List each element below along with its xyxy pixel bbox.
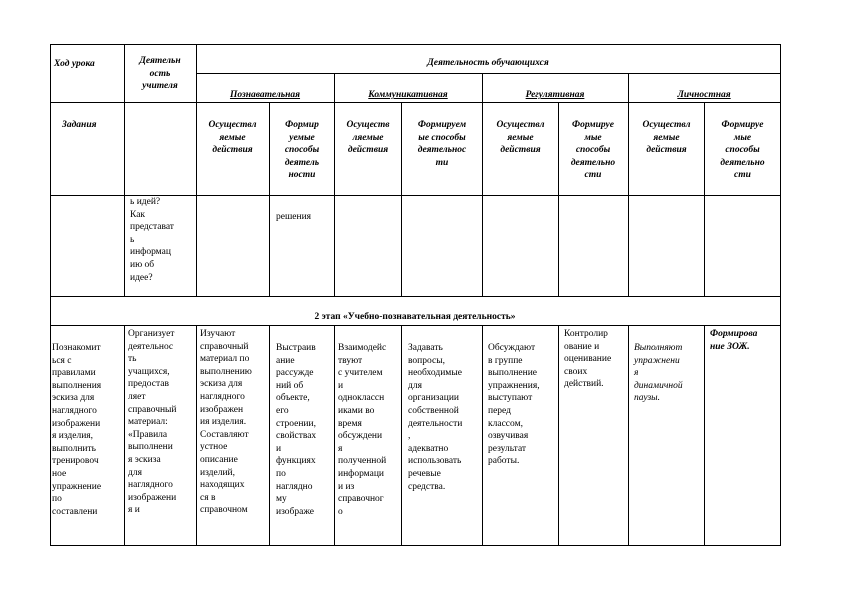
col-line-comm-reg-lower [482, 325, 483, 545]
subheader-actions-cog: Осуществл яемые действия [208, 120, 257, 156]
subheader-methods-pers: Формируе мые способы деятельно сти [720, 120, 765, 181]
cell-teacher-continued: ь идей? Как представат ь информац ию об идее? [130, 197, 174, 283]
table-border-bottom [50, 545, 781, 546]
cell-reg-methods: Контролир ование и оценивание своих действий. [564, 329, 612, 390]
cell-pers-methods: Формирова ние ЗОЖ. [710, 329, 758, 352]
col-line-1-lower [124, 325, 125, 545]
header-lesson-flow: Ход урока [54, 59, 95, 69]
rule-under-category-header [50, 102, 781, 103]
col-line-cog-sub [269, 102, 270, 296]
col-line-reg-sub [558, 102, 559, 296]
cell-comm-actions: Взаимодейс твуют с учителем и одноклассн иками во время обсуждени я полученной информаци и из справочног о [338, 343, 387, 517]
col-line-2-upper [196, 44, 197, 296]
rule-under-activity-header [196, 73, 781, 74]
category-cognitive: Познавательная [229, 90, 301, 100]
table-border-left [50, 44, 51, 546]
col-line-reg-pers-lower [628, 325, 629, 545]
col-line-cog-comm-lower [334, 325, 335, 545]
header-tasks: Задания [62, 120, 97, 130]
subheader-actions-pers: Осуществл яемые действия [642, 120, 691, 156]
cell-cog-methods: Выстраив ание рассужде ний об объекте, его строении, свойствах и функциях по наглядно му изображе [276, 343, 317, 517]
col-line-2-lower [196, 325, 197, 545]
stage-title: 2 этап «Учебно-познавательная деятельность» [314, 312, 516, 322]
table-border-right [780, 44, 781, 546]
category-communicative: Коммуникативная [368, 90, 448, 100]
category-personal: Личностная [677, 90, 731, 100]
header-student-activity: Деятельность обучающихся [427, 58, 549, 68]
subheader-actions-comm: Осуществ ляемые действия [346, 120, 390, 156]
col-line-cog-comm [334, 73, 335, 296]
header-teacher-activity: Деятельн ость учителя [139, 56, 181, 92]
subheader-methods-comm: Формируем ые способы деятельнос ти [417, 120, 467, 168]
cell-cog-actions: Изучают справочный материал по выполнению эскиза для наглядного изображен ия изделия. Составляют устное описание изделий, находящих ся в справочном [200, 329, 252, 516]
col-line-comm-sub-lower [401, 325, 402, 545]
cell-cog-methods-continued: решения [276, 212, 312, 222]
col-line-1-upper [124, 44, 125, 296]
subheader-methods-reg: Формируе мые способы деятельно сти [570, 120, 616, 181]
category-regulative: Регулятивная [525, 90, 585, 100]
subheader-methods-cog: Формир уемые способы деятель ности [284, 120, 320, 181]
rule-above-stage [50, 296, 781, 297]
col-line-comm-reg [482, 73, 483, 296]
cell-pers-actions: Выполняют упражнени я динамичной паузы. [634, 343, 683, 404]
rule-below-stage [50, 325, 781, 326]
cell-comm-methods: Задавать вопросы, необходимые для организации собственной деятельности , адекватно использовать речевые средства. [408, 343, 463, 492]
cell-reg-actions: Обсуждают в группе выполнение упражнения, выступают перед классом, озвучивая результат работы. [488, 343, 540, 467]
col-line-cog-sub-lower [269, 325, 270, 545]
cell-task: Познакомит ься с правилами выполнения эскиза для наглядного изображени я изделия, выполнить тренировоч ное упражнение по составлени [52, 343, 102, 517]
cell-teacher: Организует деятельнос ть учащихся, предостав ляет справочный материал: «Правила выполнени я эскиза для наглядного изображени я и [128, 329, 177, 516]
col-line-comm-sub [401, 102, 402, 296]
col-line-pers-sub [704, 102, 705, 296]
col-line-reg-pers [628, 73, 629, 296]
subheader-actions-reg: Осуществл яемые действия [496, 120, 545, 156]
table-border-top [50, 44, 781, 45]
col-line-pers-sub-lower [704, 325, 705, 545]
col-line-reg-sub-lower [558, 325, 559, 545]
